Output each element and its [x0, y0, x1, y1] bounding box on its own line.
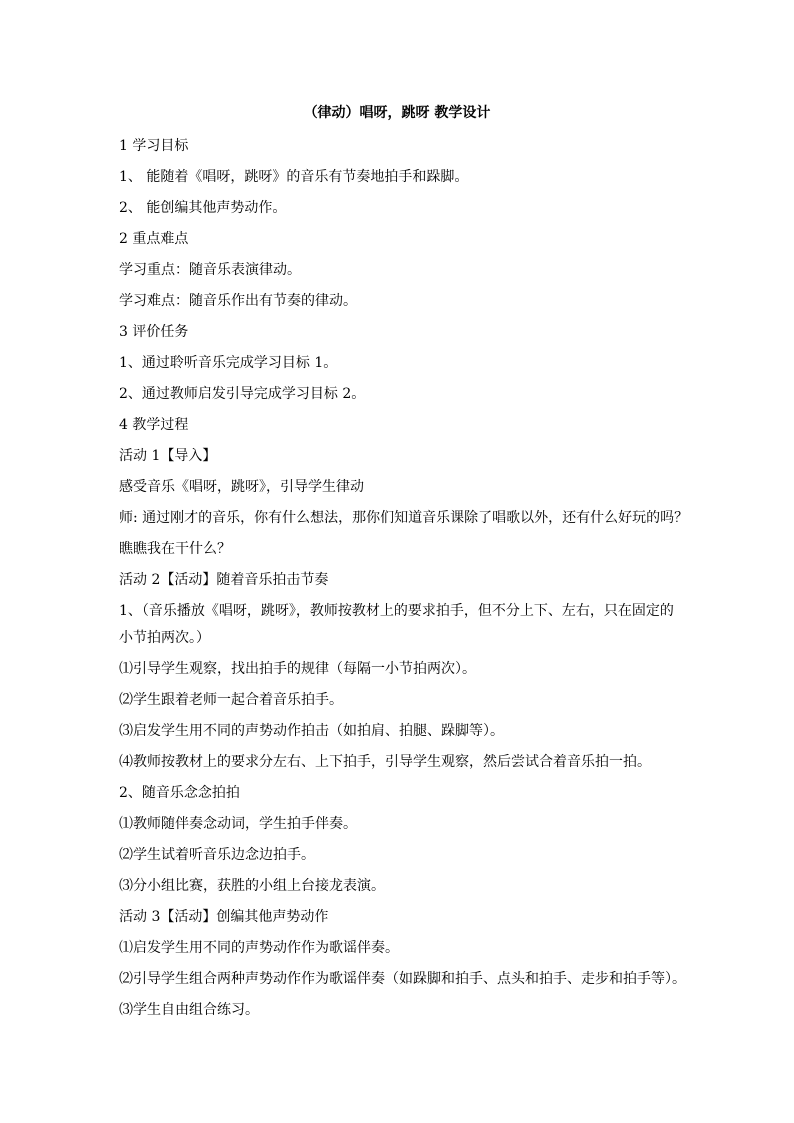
list-item: ⑵引导学生组合两种声势动作作为歌谣伴奏（如跺脚和拍手、点头和拍手、走步和拍手等）。 — [119, 971, 686, 987]
activity-heading: 活动 1【导入】 — [119, 448, 217, 464]
list-item: ⑵学生试着听音乐边念边拍手。 — [119, 847, 315, 863]
list-item: ⑶分小组比赛，获胜的小组上台接龙表演。 — [119, 878, 385, 894]
section-heading-key-points: 2 重点难点 — [119, 231, 189, 247]
list-item: ⑶启发学生用不同的声势动作拍击（如拍肩、拍腿、跺脚等）。 — [119, 723, 504, 739]
list-item: ⑴教师随伴奏念动词，学生拍手伴奏。 — [119, 816, 357, 832]
section-heading-process: 4 教学过程 — [119, 417, 189, 433]
list-item: ⑴启发学生用不同的声势动作作为歌谣伴奏。 — [119, 940, 399, 956]
evaluation-item: 1、通过聆听音乐完成学习目标 1。 — [119, 355, 338, 371]
objective-item: 2、 能创编其他声势动作。 — [119, 200, 287, 216]
key-point-item: 学习难点：随音乐作出有节奏的律动。 — [119, 293, 357, 309]
section-heading-objectives: 1 学习目标 — [119, 138, 189, 154]
paragraph: 瞧瞧我在干什么？ — [119, 541, 231, 557]
activity-heading: 活动 3【活动】创编其他声势动作 — [119, 909, 329, 925]
document-body — [119, 137, 689, 1032]
list-item: ⑴引导学生观察，找出拍手的规律（每隔一小节拍两次）。 — [119, 661, 476, 677]
key-point-item: 学习重点：随音乐表演律动。 — [119, 262, 301, 278]
paragraph: 1、（音乐播放《唱呀，跳呀》，教师按教材上的要求拍手，但不分上下、左右，只在固定的小节拍两次。） — [119, 603, 674, 646]
evaluation-item: 2、通过教师启发引导完成学习目标 2。 — [119, 386, 366, 402]
list-item: ⑵学生跟着老师一起合着音乐拍手。 — [119, 692, 343, 708]
objective-item: 1、 能随着《唱呀，跳呀》的音乐有节奏地拍手和跺脚。 — [119, 169, 469, 185]
paragraph: 师: 通过刚才的音乐，你有什么想法，那你们知道音乐课除了唱歌以外，还有什么好玩的吗？ — [119, 510, 689, 526]
document-title: （律动）唱呀，跳呀 教学设计 — [303, 105, 491, 121]
list-item: ⑶学生自由组合练习。 — [119, 1002, 259, 1018]
activity-heading: 活动 2【活动】随着音乐拍击节奏 — [119, 572, 329, 588]
list-item: ⑷教师按教材上的要求分左右、上下拍手，引导学生观察，然后尝试合着音乐拍一拍。 — [119, 754, 651, 770]
section-heading-evaluation: 3 评价任务 — [119, 324, 189, 340]
subsection-heading: 2、随音乐念念拍拍 — [119, 785, 240, 801]
paragraph: 感受音乐《唱呀，跳呀》，引导学生律动 — [119, 479, 364, 495]
